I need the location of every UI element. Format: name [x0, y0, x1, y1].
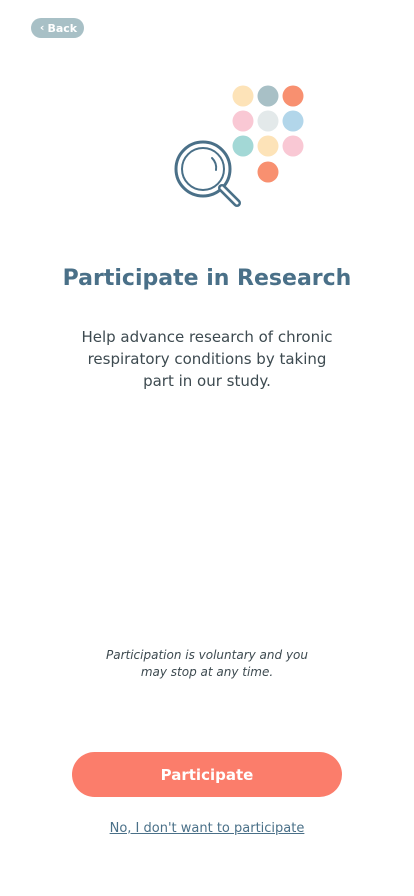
page-title: Participate in Research: [62, 266, 352, 291]
back-button-label: Back: [47, 21, 78, 35]
magnifying-glass-icon: [176, 142, 237, 203]
dot: [258, 86, 279, 107]
voluntary-note: Participation is voluntary and you may stop at any time.: [105, 648, 308, 679]
dot-grid: [233, 86, 304, 183]
dot: [283, 86, 304, 107]
page-description: Help advance research of chronic respiratory conditions by taking part in our study.: [81, 328, 333, 390]
research-illustration: [0, 0, 414, 230]
dot: [258, 162, 279, 183]
dot: [258, 136, 279, 157]
dot: [283, 136, 304, 157]
dot: [233, 136, 254, 157]
decline-link[interactable]: No, I don't want to participate: [109, 821, 305, 836]
dot: [283, 111, 304, 132]
chevron-left-icon: ‹: [39, 21, 45, 34]
participate-button-label: Participate: [160, 765, 254, 784]
dot: [233, 86, 254, 107]
dot: [258, 111, 279, 132]
dot: [233, 111, 254, 132]
participate-button[interactable]: [72, 752, 342, 797]
